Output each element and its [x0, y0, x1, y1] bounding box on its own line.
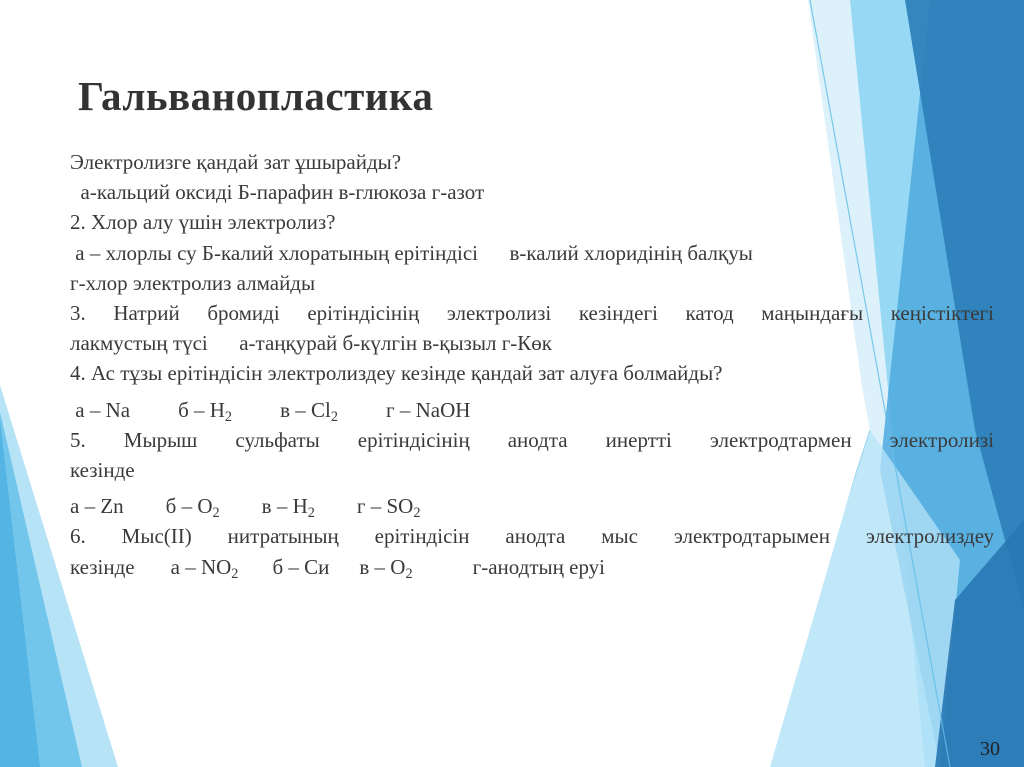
- q4-option-b-text: б – H: [178, 397, 225, 422]
- q4-option-d: г – NaOH: [385, 397, 471, 422]
- q6-option-a-sub: 2: [231, 565, 239, 582]
- q5-option-d: [356, 494, 421, 522]
- q6-option-b: б – Cи: [272, 554, 330, 579]
- question-5-options: [70, 491, 994, 521]
- q4-option-b: [178, 397, 233, 425]
- q5-option-d-text: г – SO: [356, 494, 414, 519]
- question-1-options: а-кальций оксиді Б-парафин в-глюкоза г-азот: [70, 180, 485, 205]
- q5-option-d-sub: 2: [413, 505, 421, 522]
- question-4-options: [70, 395, 994, 425]
- q6-option-c-text: в – O: [359, 554, 406, 579]
- question-6-line-1: 6. Мыс(II) нитратының ерітіндісін анодта мыс электродтарымен электролиздеу: [70, 524, 994, 549]
- question-2-options: а – хлорлы су Б-калий хлоратының ерітіндісі в-калий хлоридінің балқуы: [70, 240, 753, 265]
- q5-option-c: [261, 494, 315, 522]
- q4-option-a: а – Na: [70, 397, 131, 422]
- q4-option-c: [280, 397, 338, 425]
- q6-line-2-start: кезінде: [70, 554, 135, 579]
- q6-option-d: г-анодтың еруі: [472, 554, 606, 579]
- question-1: Электролизге қандай зат ұшырайды?: [70, 150, 402, 174]
- question-5-line-1: 5. Мырыш сульфаты ерітіндісінің анодта инертті электродтармен электролизі: [70, 427, 994, 452]
- q5-option-b-text: б – O: [165, 494, 213, 519]
- q4-option-c-text: в – Cl: [280, 397, 331, 422]
- q5-option-b-sub: 2: [212, 505, 220, 522]
- q5-option-c-sub: 2: [307, 505, 315, 522]
- q4-option-c-sub: 2: [330, 408, 338, 425]
- question-5-line-2: кезінде: [70, 458, 135, 483]
- q5-option-b: [165, 494, 220, 522]
- slide-title: Гальванопластика: [78, 73, 434, 119]
- q6-option-a: [170, 554, 239, 582]
- q4-option-b-sub: 2: [224, 408, 233, 425]
- question-3-line-2: лакмустың түсі а-таңқурай б-күлгін в-қызыл г-Көк: [70, 331, 553, 356]
- question-6-line-2: [70, 552, 994, 582]
- question-2: 2. Хлор алу үшін электролиз?: [70, 210, 336, 235]
- question-4: 4. Ас тұзы ерітіндісін электролиздеу кезінде қандай зат алуға болмайды?: [70, 361, 723, 386]
- q5-option-c-text: в – H: [261, 494, 308, 519]
- q6-option-c: [359, 554, 413, 582]
- question-2-options-cont: г-хлор электролиз алмайды: [70, 270, 316, 295]
- slide-body: [70, 147, 994, 582]
- q6-option-c-sub: 2: [405, 565, 413, 582]
- q6-option-a-text: а – NO: [170, 554, 232, 579]
- page-number: 30: [980, 738, 1000, 760]
- q5-option-a: а – Zn: [70, 494, 124, 519]
- question-3-line-1: 3. Натрий бромиді ерітіндісінің электролизі кезіндегі катод маңындағы кеңістіктегі: [70, 301, 994, 326]
